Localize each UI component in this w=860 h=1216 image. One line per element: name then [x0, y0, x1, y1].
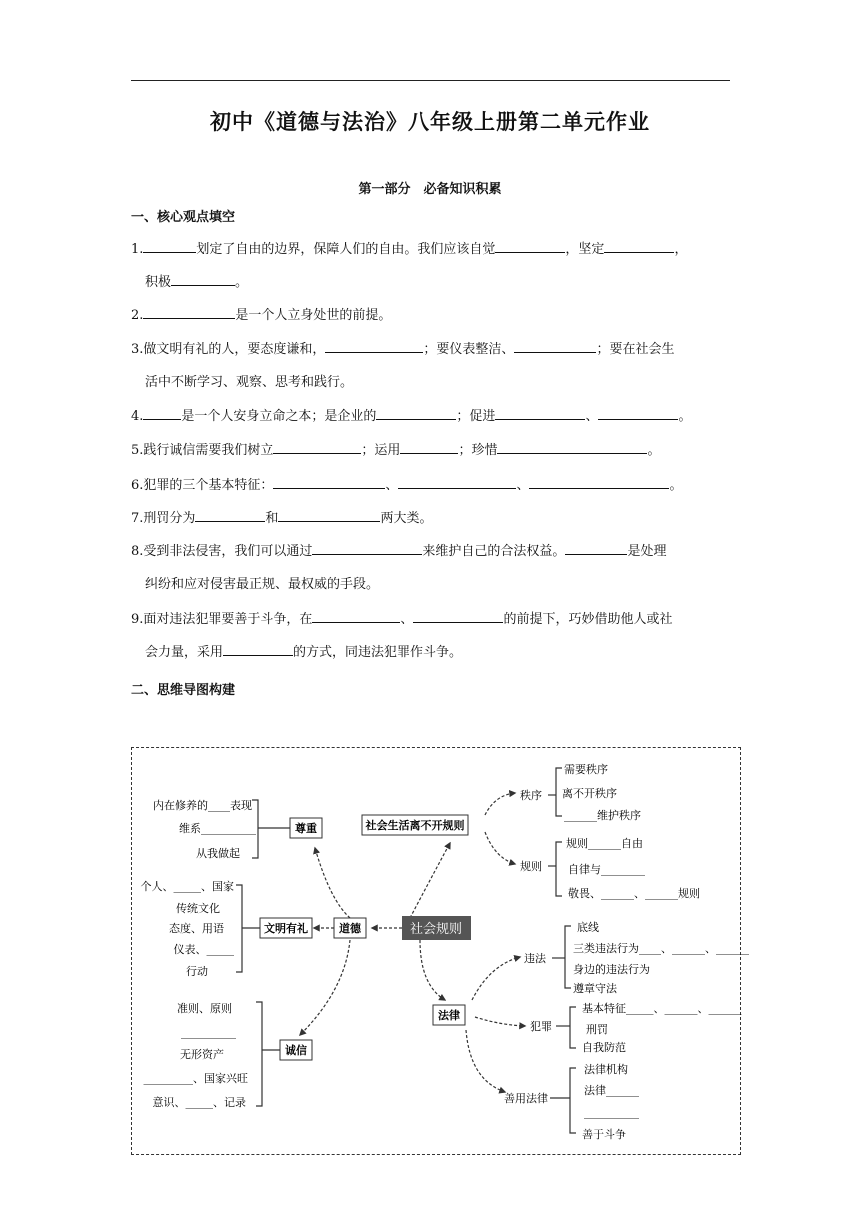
zhixu-item: ______维护秩序	[564, 809, 641, 822]
arrow-center-shehui	[410, 843, 450, 918]
arrow-center-falv	[420, 940, 445, 1000]
bracket-fanzui	[570, 1007, 576, 1048]
question-8: 8.受到非法侵害，我们可以通过 来维护自己的合法权益。 是处理 纠纷和应对侵害最正规、最权威的手段。	[131, 535, 731, 601]
arrow-shehui-guize	[485, 832, 515, 864]
fanzui-label: 犯罪	[530, 1020, 552, 1033]
shanyong-item: 善于斗争	[582, 1128, 626, 1141]
weifa-label: 违法	[524, 952, 546, 965]
zhixu-item: 需要秩序	[564, 763, 608, 776]
question-7: 7.刑罚分为 和 两大类。	[131, 502, 731, 535]
section-heading-2: 二、思维导图构建	[131, 683, 236, 698]
question-2: 2. 是一个人立身处世的前提。	[131, 299, 731, 332]
page-title: 初中《道德与法治》八年级上册第二单元作业	[210, 110, 650, 134]
chengxin-item: 无形资产	[180, 1048, 224, 1061]
question-3: 3.做文明有礼的人，要态度谦和， ；要仪表整洁、 ；要在社会生 活中不断学习、观察、思考和践行。	[131, 333, 731, 399]
bracket-wenming	[236, 885, 242, 972]
zunzhong-label: 尊重	[295, 822, 317, 835]
question-1: 1. 划定了自由的边界，保障人们的自由。我们应该自觉 ，坚定 ， 积极 。	[131, 233, 731, 299]
shanyong-item: __________	[584, 1106, 639, 1119]
weifa-item: 遵章守法	[573, 982, 617, 995]
falv-label: 法律	[438, 1009, 460, 1022]
center-label: 社会规则	[409, 922, 463, 937]
shanyong-item: 法律机构	[584, 1063, 628, 1076]
arrow-daode-zunzhong	[315, 848, 350, 918]
arrow-shehui-zhixu	[485, 793, 515, 815]
section-heading-1: 一、核心观点填空	[131, 210, 236, 225]
fanzui-item: 基本特征_____、______、______	[582, 1002, 742, 1015]
bracket-weifa	[565, 926, 571, 988]
shehui-label: 社会生活离不开规则	[365, 819, 465, 832]
arrow-daode-chengxin	[300, 940, 350, 1035]
daode-label: 道德	[339, 922, 361, 935]
zhixu-label: 秩序	[520, 789, 542, 802]
zhixu-item: 离不开秩序	[562, 787, 617, 800]
weifa-item: 底线	[577, 921, 599, 934]
zunzhong-item: 从我做起	[196, 847, 240, 860]
chengxin-item: 准则、原则	[177, 1002, 232, 1015]
shanyong-label: 善用法律	[504, 1092, 548, 1105]
question-6: 6.犯罪的三个基本特征： 、 、 。	[131, 469, 731, 502]
guize-item: 规则______自由	[566, 837, 643, 850]
arrow-falv-fanzui	[475, 1017, 525, 1026]
weifa-item: 身边的违法行为	[573, 963, 650, 976]
wenming-item: 个人、_____、国家	[140, 880, 234, 893]
shanyong-item: 法律______	[584, 1084, 639, 1097]
zunzhong-item: 内在修养的____表现	[153, 799, 252, 812]
arrow-falv-shanyong	[466, 1030, 505, 1092]
wenming-item: 传统文化	[176, 902, 220, 915]
chengxin-item: 意识、_____、记录	[152, 1096, 246, 1109]
part-heading: 第一部分 必备知识积累	[358, 182, 502, 197]
bracket-guize	[556, 842, 562, 896]
weifa-item: 三类违法行为____、______、______	[573, 942, 749, 955]
question-4: 4. 是一个人安身立命之本；是企业的 ；促进 、 。	[131, 400, 731, 433]
chengxin-item: __________	[181, 1026, 236, 1039]
question-5: 5.践行诚信需要我们树立 ；运用 ；珍惜 。	[131, 434, 731, 467]
guize-item: 自律与________	[568, 863, 645, 876]
wenming-item: 仪表、_____	[173, 943, 234, 956]
bracket-chengxin	[256, 1002, 262, 1106]
guize-label: 规则	[520, 860, 542, 873]
arrow-falv-weifa	[472, 957, 520, 1000]
chengxin-item: _________、国家兴旺	[143, 1072, 248, 1085]
guize-item: 敬畏、______、______规则	[568, 887, 700, 900]
fanzui-item: 刑罚	[586, 1023, 608, 1036]
question-9: 9.面对违法犯罪要善于斗争，在 、 的前提下，巧妙借助他人或社 会力量，采用 的方式，同违法犯罪作斗争。	[131, 603, 731, 669]
bracket-shanyong	[570, 1068, 576, 1133]
zunzhong-item: 维系__________	[179, 822, 256, 835]
fanzui-item: 自我防范	[582, 1041, 626, 1054]
wenming-label: 文明有礼	[264, 922, 308, 935]
chengxin-label: 诚信	[285, 1044, 307, 1057]
wenming-item: 态度、用语	[169, 922, 224, 935]
wenming-item: 行动	[186, 965, 208, 978]
